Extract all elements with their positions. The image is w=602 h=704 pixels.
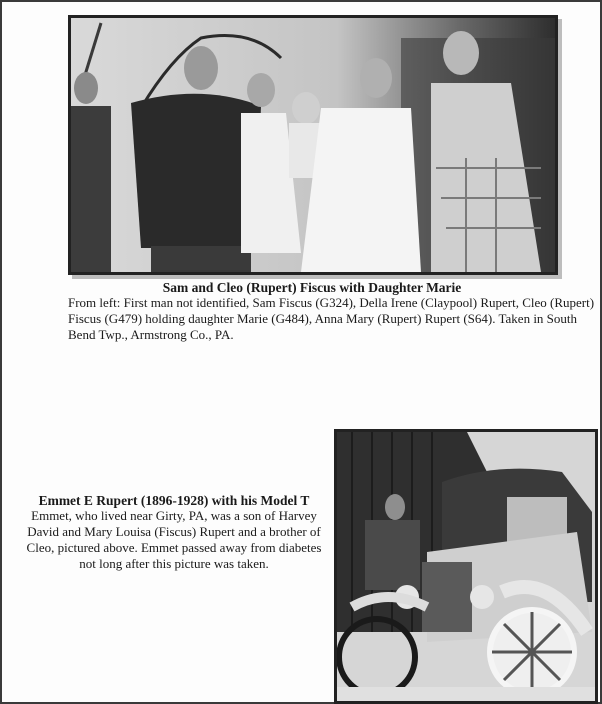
group-photo-illustration	[71, 18, 555, 272]
group-photo-image	[71, 18, 555, 272]
document-page	[2, 2, 600, 702]
model-t-illustration	[337, 432, 595, 701]
caption-line: David and Mary Louisa (Fiscus) Rupert and a brother of	[27, 524, 321, 539]
group-photo-caption-title: Sam and Cleo (Rupert) Fiscus with Daughter Marie	[162, 280, 462, 295]
group-photo	[68, 15, 558, 275]
caption-line: Emmet, who lived near Girty, PA, was a son of Harvey	[31, 508, 317, 523]
caption-line: Cleo, pictured above. Emmet passed away from diabetes	[26, 540, 322, 555]
caption-line: Fiscus (G479) holding daughter Marie (G484), Anna Mary (Rupert) Rupert (S64). Taken in South	[68, 311, 578, 326]
caption-line: From left: First man not identified, Sam Fiscus (G324), Della Irene (Claypool) Rupert, Cleo (Rupert)	[68, 295, 595, 310]
group-photo-caption-body	[68, 295, 602, 343]
model-t-caption-body	[24, 508, 324, 572]
model-t-photo	[334, 429, 598, 704]
model-t-caption-title: Emmet E Rupert (1896-1928) with his Model T	[38, 493, 310, 508]
caption-line: not long after this picture was taken.	[79, 556, 269, 571]
caption-line: Bend Twp., Armstrong Co., PA.	[68, 327, 234, 342]
model-t-photo-image	[337, 432, 595, 701]
